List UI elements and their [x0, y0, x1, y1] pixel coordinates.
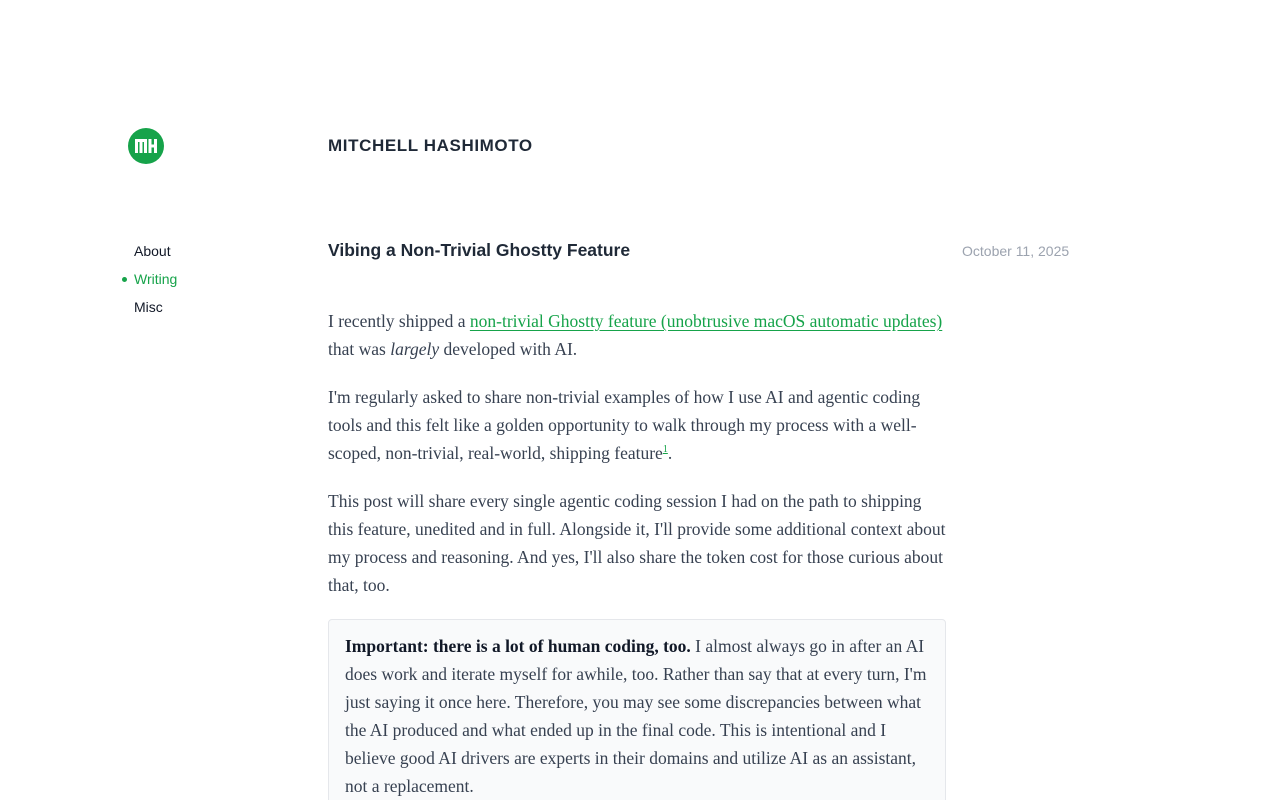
nav-item-about[interactable]	[134, 240, 177, 268]
nav-link-writing[interactable]: Writing	[134, 271, 178, 287]
text: .	[667, 443, 673, 463]
callout-heading: Important: there is a lot of human coding, too.	[345, 636, 691, 656]
sidebar-nav	[134, 240, 177, 324]
footnote-link-1[interactable]: 1	[662, 444, 668, 456]
paragraph-intro	[328, 307, 946, 363]
paragraph-motivation	[328, 383, 946, 467]
nav-item-writing[interactable]	[134, 268, 177, 296]
callout-text	[345, 632, 929, 800]
nav-link-misc[interactable]: Misc	[134, 299, 163, 315]
text: I almost always go in after an AI does work and iterate myself for awhile, too. Rather than say that at every turn, I'm just saying it once here. Therefore, you may see some discrepancies between what the AI produced and what ended up in the final code. This is intentional and I believe good AI drivers are experts in their domains and utilize AI as an assistant, not a replacement.	[345, 636, 927, 796]
text: I recently shipped a	[328, 311, 470, 331]
mh-logo-icon	[135, 137, 157, 155]
post-title: Vibing a Non-Trivial Ghostty Feature	[328, 240, 631, 260]
text: I'm regularly asked to share non-trivial examples of how I use AI and agentic coding tools and this felt like a golden opportunity to walk through my process with a well-scoped, non-trivial, real-world, shipping feature	[328, 387, 921, 463]
text: developed with AI.	[439, 339, 578, 359]
callout-important	[328, 619, 946, 800]
nav-item-misc[interactable]	[134, 296, 177, 324]
site-logo[interactable]	[128, 128, 164, 164]
text: that was	[328, 339, 391, 359]
ghostty-feature-link[interactable]: non-trivial Ghostty feature (unobtrusive macOS automatic updates)	[469, 311, 943, 331]
paragraph-overview: This post will share every single agentic coding session I had on the path to shipping this feature, unedited and in full. Alongside it, I'll provide some additional context about my process and reasoning. And yes, I'll also share the token cost for those curious about that, too.	[328, 491, 946, 595]
site-title[interactable]: MITCHELL HASHIMOTO	[328, 136, 533, 155]
nav-link-about[interactable]: About	[134, 243, 171, 259]
active-indicator-dot	[122, 277, 127, 282]
post-body	[328, 307, 946, 800]
emphasis: largely	[390, 339, 440, 359]
post-date: October 11, 2025	[962, 243, 1070, 259]
